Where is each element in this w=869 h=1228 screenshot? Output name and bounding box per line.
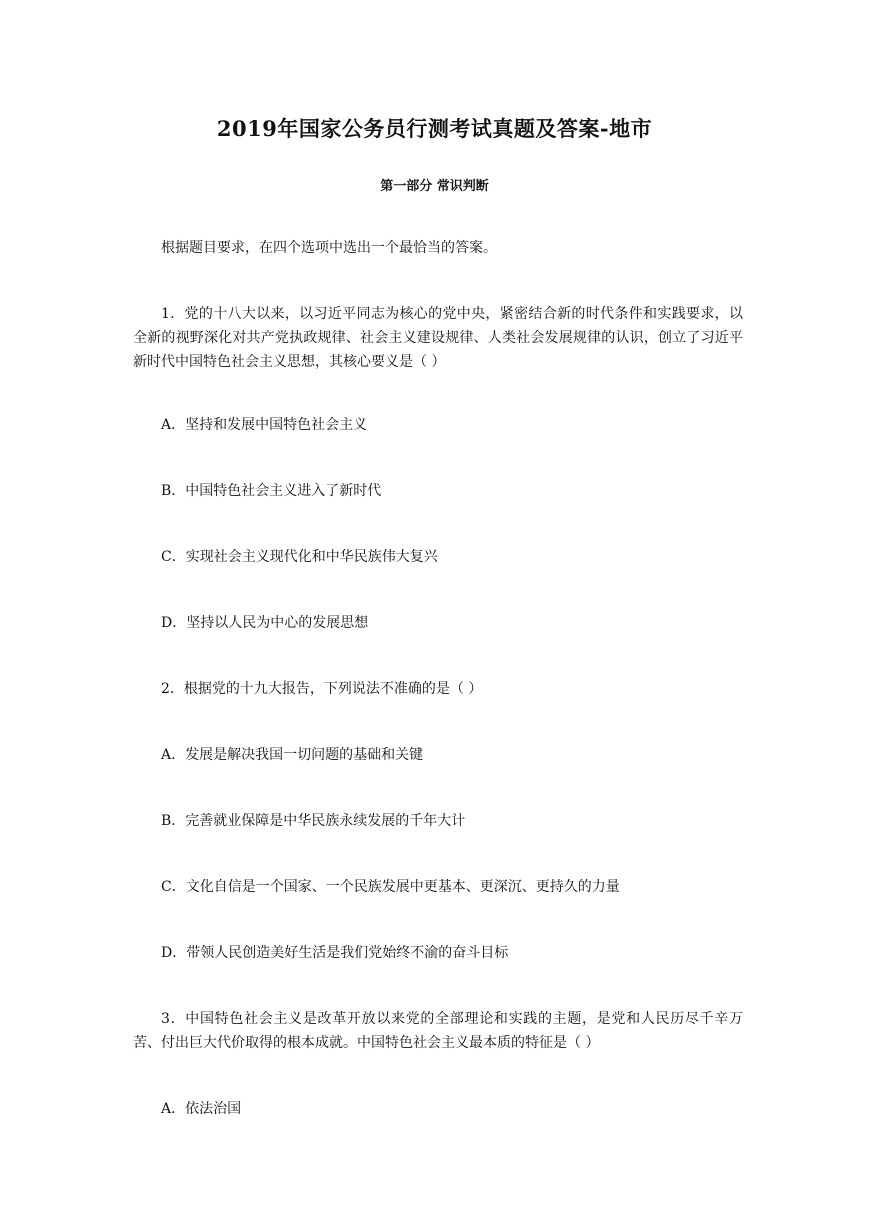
question-3-stem: 3．中国特色社会主义是改革开放以来党的全部理论和实践的主题，是党和人民历尽千辛万苦、付出巨大代价取得的根本成就。中国特色社会主义最本质的特征是（ ） [133, 1011, 743, 1051]
question-1-stem: 1．党的十八大以来，以习近平同志为核心的党中央，紧密结合新的时代条件和实践要求，以全新的视野深化对共产党执政规律、社会主义建设规律、人类社会发展规律的认识，创立了习近平新时代中国特色社会主义思想，其核心要义是（ ） [133, 306, 743, 370]
instruction-text: 根据题目要求，在四个选项中选出一个最恰当的答案。 [161, 240, 497, 256]
question-2-stem: 2．根据党的十九大报告，下列说法不准确的是（ ） [161, 681, 483, 697]
question-1-option-a: A．坚持和发展中国特色社会主义 [161, 417, 368, 433]
question-2-option-d: D．带领人民创造美好生活是我们党始终不渝的奋斗目标 [161, 945, 509, 961]
question-2-option-a: A．发展是解决我国一切问题的基础和关键 [161, 747, 424, 763]
document-title: 2019年国家公务员行测考试真题及答案-地市 [216, 116, 653, 141]
question-1-option-d: D．坚持以人民为中心的发展思想 [161, 615, 369, 631]
question-2-option-b: B．完善就业保障是中华民族永续发展的千年大计 [161, 813, 466, 829]
question-3-option-a: A．依法治国 [161, 1101, 242, 1117]
question-1-option-c: C．实现社会主义现代化和中华民族伟大复兴 [161, 549, 438, 565]
question-1-option-b: B．中国特色社会主义进入了新时代 [161, 483, 382, 499]
section-heading: 第一部分 常识判断 [380, 179, 489, 194]
question-2-option-c: C．文化自信是一个国家、一个民族发展中更基本、更深沉、更持久的力量 [161, 879, 620, 895]
